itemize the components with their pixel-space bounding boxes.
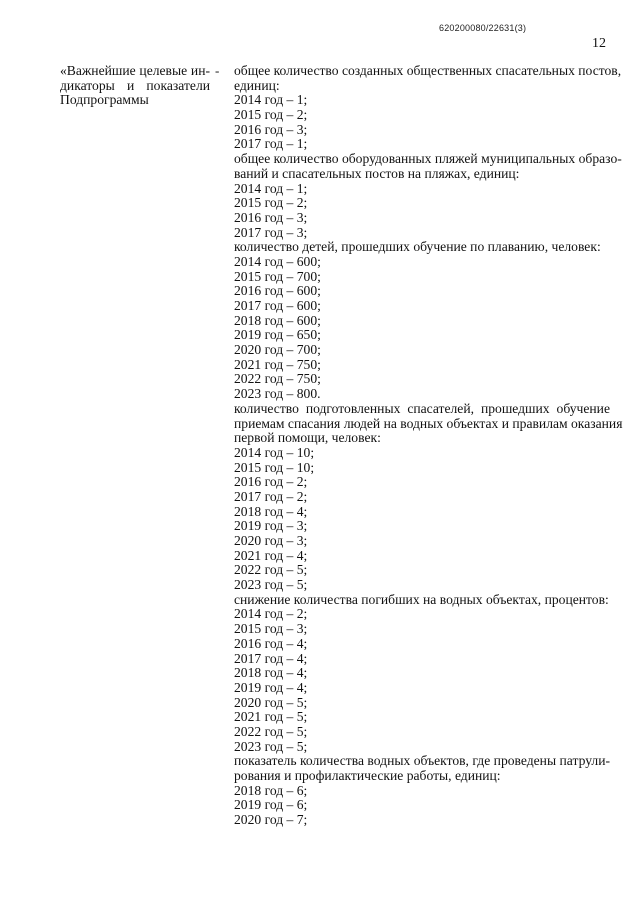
year-value-item: 2021 год – 4; bbox=[234, 547, 308, 563]
year-value-item: 2022 год – 5; bbox=[234, 562, 308, 578]
page-number: 12 bbox=[592, 36, 606, 51]
year-value-item: 2017 год – 4; bbox=[234, 650, 308, 666]
indicator-values bbox=[234, 63, 623, 828]
year-value-item: 2017 год – 1; bbox=[234, 136, 308, 152]
indicator-title-line: первой помощи, человек: bbox=[234, 430, 381, 446]
year-value-item: 2017 год – 600; bbox=[234, 298, 321, 313]
year-value-item: 2016 год – 4; bbox=[234, 635, 308, 651]
year-value-item: 2018 год – 600; bbox=[234, 312, 321, 328]
year-value-item: 2023 год – 5; bbox=[234, 738, 308, 754]
year-value-item: 2014 год – 600; bbox=[234, 253, 321, 269]
year-value-item: 2020 год – 700; bbox=[234, 342, 321, 358]
year-value-item: 2020 год – 5; bbox=[234, 694, 308, 710]
year-value-item: 2014 год – 1; bbox=[234, 180, 308, 196]
year-value-item: 2021 год – 750; bbox=[234, 356, 321, 372]
year-value-item: 2017 год – 2; bbox=[234, 488, 308, 504]
document-id: 620200080/22631(3) bbox=[439, 23, 527, 33]
year-value-item: 2016 год – 600; bbox=[234, 283, 321, 299]
indicator-block bbox=[234, 151, 622, 240]
year-value-item: 2015 год – 3; bbox=[234, 621, 308, 637]
heading-line: Подпрограммы bbox=[60, 92, 149, 108]
indicator-block bbox=[234, 63, 622, 152]
year-value-item: 2017 год – 3; bbox=[234, 224, 308, 240]
year-value-item: 2020 год – 7; bbox=[234, 812, 308, 828]
year-value-item: 2023 год – 800. bbox=[234, 386, 321, 402]
indicator-title-line: снижение количества погибших на водных объектах, процентов: bbox=[234, 591, 609, 607]
indicator-block bbox=[234, 593, 610, 755]
year-value-item: 2019 год – 650; bbox=[234, 327, 321, 343]
year-value-item: 2023 год – 5; bbox=[234, 577, 308, 593]
year-value-item: 2015 год – 700; bbox=[234, 268, 321, 284]
indicator-title-line: общее количество оборудованных пляжей муниципальных образо- bbox=[234, 151, 622, 167]
indicator-title-line: количество подготовленных спасателей, прошедших обучение bbox=[234, 400, 610, 416]
indicator-block bbox=[234, 240, 610, 402]
year-value-item: 2015 год – 10; bbox=[234, 459, 315, 475]
year-value-item: 2019 год – 6; bbox=[234, 797, 308, 813]
indicator-title-line: приемам спасания людей на водных объектах и правилам оказания bbox=[234, 415, 623, 431]
year-value-item: 2014 год – 1; bbox=[234, 92, 308, 108]
year-value-item: 2016 год – 3; bbox=[234, 209, 308, 225]
indicator-block bbox=[234, 400, 623, 593]
year-value-item: 2019 год – 4; bbox=[234, 679, 308, 695]
year-value-item: 2020 год – 3; bbox=[234, 533, 308, 548]
indicator-heading bbox=[60, 64, 210, 108]
year-value-item: 2014 год – 10; bbox=[234, 444, 315, 460]
year-value-item: 2015 год – 2; bbox=[234, 107, 308, 123]
year-value-item: 2016 год – 2; bbox=[234, 474, 308, 490]
year-value-item: 2016 год – 3; bbox=[234, 121, 308, 137]
year-value-item: 2019 год – 3; bbox=[234, 518, 308, 534]
year-value-item: 2015 год – 2; bbox=[234, 195, 308, 211]
indicator-title-line: единиц: bbox=[234, 77, 280, 93]
heading-line: дикаторы и показатели bbox=[60, 77, 210, 93]
indicator-block bbox=[234, 754, 610, 827]
indicator-title-line: показатель количества водных объектов, где проведены патрули- bbox=[234, 753, 610, 769]
year-value-item: 2018 год – 6; bbox=[234, 782, 308, 798]
indicator-title-line: рования и профилактические работы, единиц: bbox=[234, 768, 501, 783]
year-value-item: 2022 год – 750; bbox=[234, 371, 321, 387]
indicator-title-line: общее количество созданных общественных спасательных постов, bbox=[234, 63, 622, 78]
heading-line: «Важнейшие целевые ин- bbox=[60, 63, 210, 78]
year-value-item: 2014 год – 2; bbox=[234, 606, 308, 622]
indicator-title-line: ваний и спасательных постов на пляжах, единиц: bbox=[234, 165, 520, 181]
year-value-item: 2018 год – 4; bbox=[234, 665, 308, 681]
year-value-item: 2018 год – 4; bbox=[234, 503, 308, 519]
year-value-item: 2021 год – 5; bbox=[234, 709, 308, 725]
year-value-item: 2022 год – 5; bbox=[234, 723, 308, 739]
separator-dash: - bbox=[215, 63, 220, 78]
indicator-title-line: количество детей, прошедших обучение по плаванию, человек: bbox=[234, 239, 601, 255]
